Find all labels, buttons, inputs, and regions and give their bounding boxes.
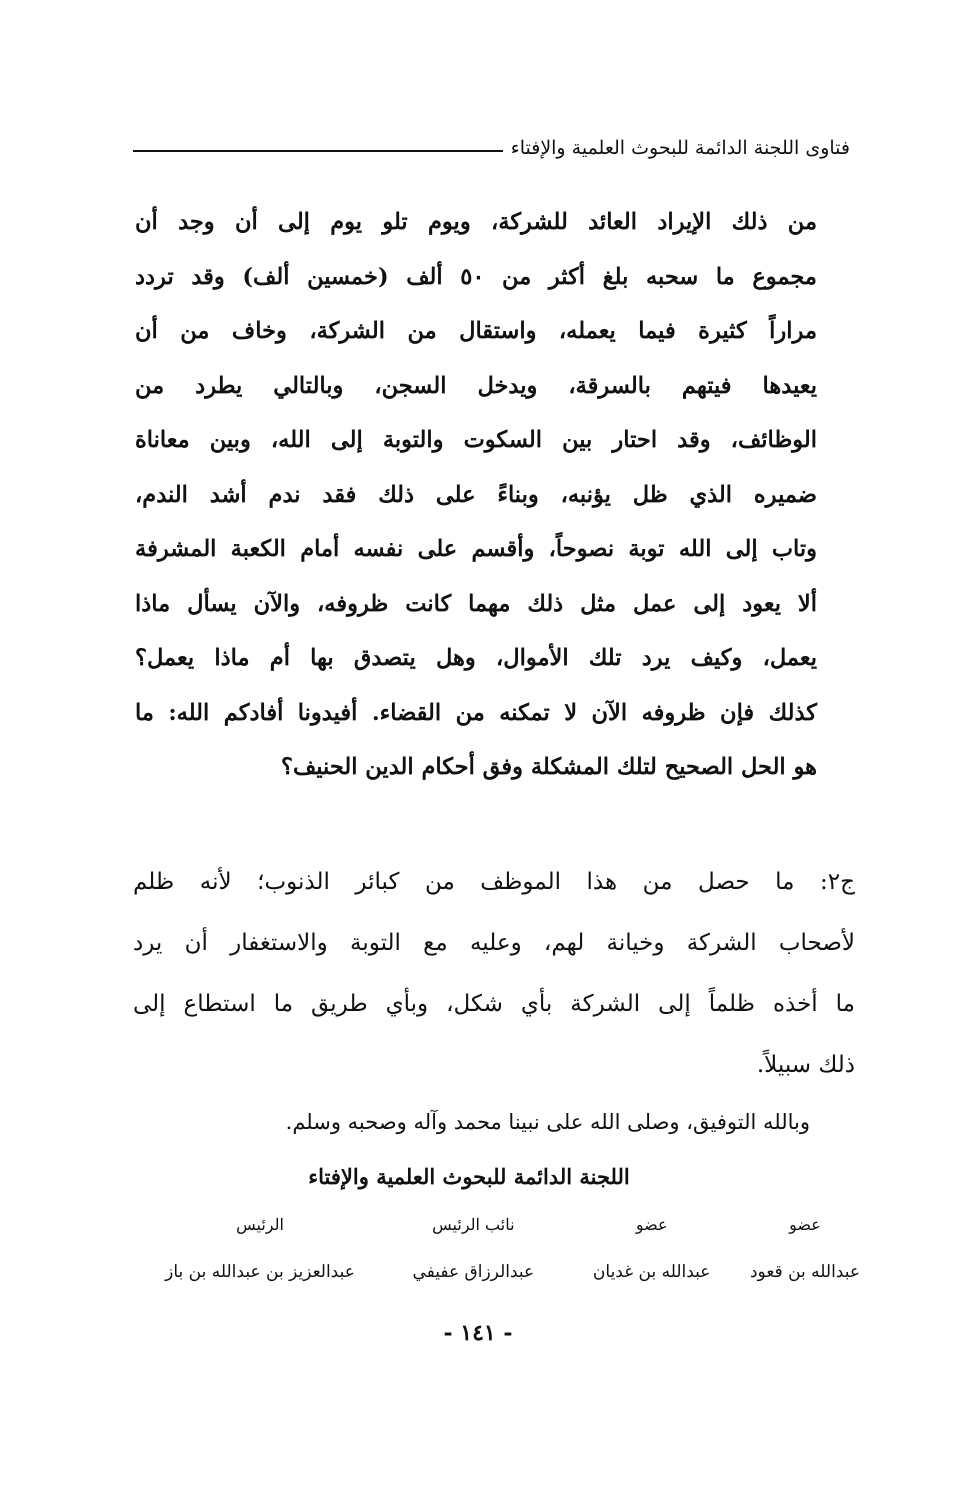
signatory-role: عضو (635, 1215, 668, 1234)
answer-line: لأصحاب الشركة وخيانة لهم، وعليه مع التوبة والاستغفار أن يرد (133, 930, 855, 956)
question-line: ضميره الذي ظل يؤنبه، وبناءً على ذلك فقد ندم أشد الندم، (135, 481, 817, 508)
running-header (133, 128, 850, 168)
signatory-name: عبدالله بن قعود (749, 1262, 860, 1282)
closing-line: وبالله التوفيق، وصلى الله على نبينا محمد وآله وصحبه وسلم. (285, 1110, 810, 1134)
signatory-role: نائب الرئيس (432, 1215, 515, 1234)
question-line: ألا يعود إلى عمل مثل ذلك مهما كانت ظروفه، والآن يسأل ماذا (135, 590, 817, 617)
header-rule (133, 150, 503, 152)
answer-text (133, 852, 855, 1096)
signatory-role: الرئيس (236, 1215, 284, 1234)
signatory-name: عبدالعزيز بن عبدالله بن باز (165, 1262, 355, 1282)
question-text (135, 195, 817, 795)
question-line: من ذلك الإيراد العائد للشركة، ويوم تلو يوم إلى أن وجد أن (135, 209, 817, 235)
answer-line: ج٢: ما حصل من هذا الموظف من كبائر الذنوب؛ لأنه ظلم (133, 869, 855, 895)
question-line: يعيدها فيتهم بالسرقة، ويدخل السجن، وبالتالي يطرد من (135, 372, 817, 399)
answer-line: ما أخذه ظلماً إلى الشركة بأي شكل، وبأي طريق ما استطاع إلى (133, 991, 855, 1017)
page-number: - ١٤١ - (443, 1320, 513, 1346)
question-line: هو الحل الصحيح لتلك المشكلة وفق أحكام الدين الحنيف؟ (281, 754, 817, 780)
question-line: وتاب إلى الله توبة نصوحاً، وأقسم على نفسه أمام الكعبة المشرفة (135, 536, 817, 562)
signatory-role: عضو (789, 1215, 821, 1234)
header-title: فتاوى اللجنة الدائمة للبحوث العلمية والإفتاء (510, 137, 850, 159)
question-line: مجموع ما سحبه بلغ أكثر من ٥٠ ألف (خمسين ألف) وقد تردد (135, 263, 817, 290)
question-line: يعمل، وكيف يرد تلك الأموال، وهل يتصدق بها أم ماذا يعمل؟ (135, 645, 817, 671)
signatory-name: عبدالرزاق عفيفي (412, 1262, 535, 1282)
question-line: مراراً كثيرة فيما يعمله، واستقال من الشركة، وخاف من أن (135, 318, 817, 344)
committee-title: اللجنة الدائمة للبحوث العلمية والإفتاء (308, 1164, 630, 1189)
question-line: كذلك فإن ظروفه الآن لا تمكنه من القضاء. أفيدونا أفادكم الله: ما (135, 699, 817, 726)
answer-line: ذلك سبيلاً. (756, 1052, 855, 1078)
signatory-name: عبدالله بن غديان (592, 1262, 711, 1282)
signatory-roles (150, 1215, 860, 1234)
signatory-names (150, 1262, 860, 1282)
question-line: الوظائف، وقد احتار بين السكوت والتوبة إلى الله، وبين معاناة (135, 427, 817, 453)
